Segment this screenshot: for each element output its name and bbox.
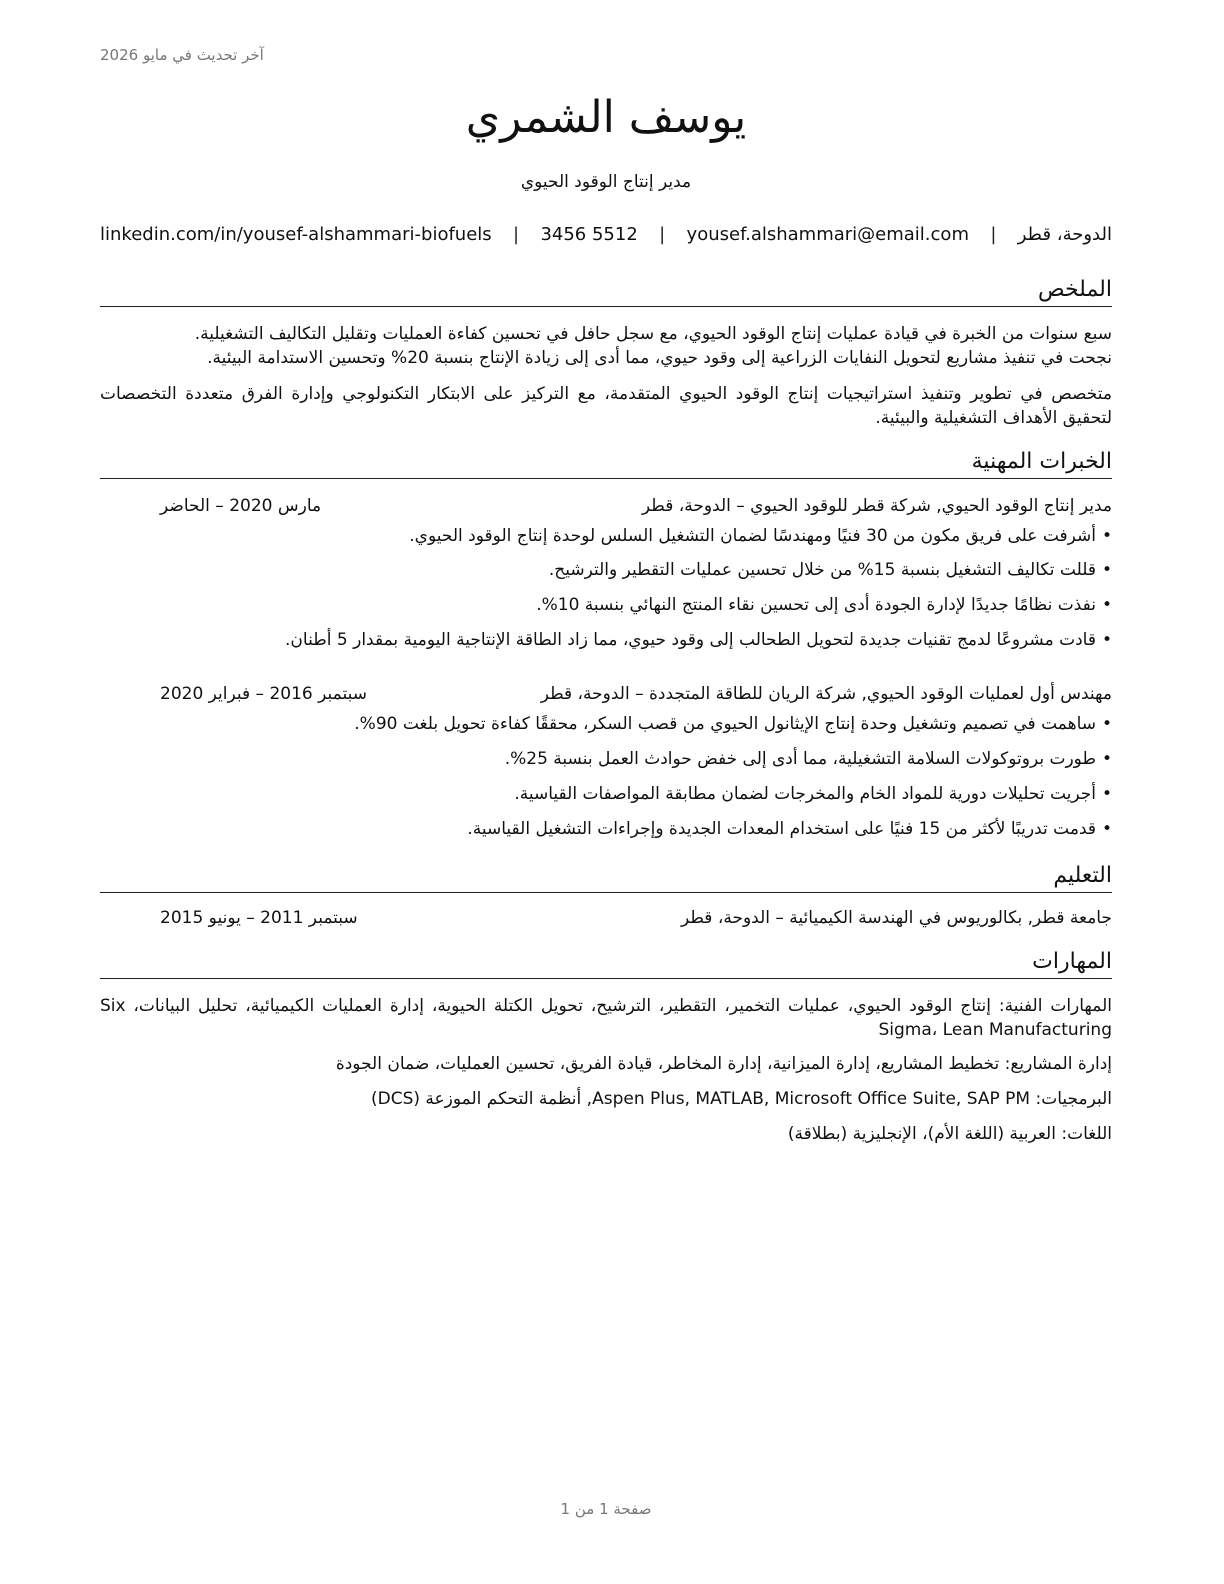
contact-separator: | (513, 224, 520, 245)
education-entry (100, 906, 1112, 930)
job-bullet: •أجريت تحليلات دورية للمواد الخام والمخرجات لضمان مطابقة المواصفات القياسية. (514, 784, 1112, 804)
summary-paragraph-2: متخصص في تطوير وتنفيذ استراتيجيات إنتاج الوقود الحيوي المتقدمة، مع التركيز على الابتكار التكنولوجي وإدارة الفرق متعددة التخصصات لتحقيق الأهداف التشغيلية والبيئية. (100, 384, 1112, 428)
page-number: صفحة 1 من 1 (560, 1500, 652, 1518)
job-role: مدير إنتاج الوقود الحيوي, شركة قطر للوقود الحيوي – الدوحة، قطر (641, 496, 1112, 516)
contact-line (100, 224, 1112, 245)
skills-technical: المهارات الفنية: إنتاج الوقود الحيوي، عمليات التخمير، التقطير، الترشيح، تحويل الكتلة الحيوية، إدارة العمليات الكيميائية، تحليل البيانات، Six Sigma، Lean Manufacturing (100, 996, 1112, 1040)
job-bullet: •ساهمت في تصميم وتشغيل وحدة إنتاج الإيثانول الحيوي من قصب السكر، محققًا كفاءة تحويل بلغت 90%. (354, 714, 1112, 734)
experience-heading: الخبرات المهنية (100, 448, 1112, 479)
contact-separator: | (990, 224, 997, 245)
skills-management: إدارة المشاريع: تخطيط المشاريع، إدارة الميزانية، إدارة المخاطر، قيادة الفريق، تحسين العمليات، ضمان الجودة (335, 1054, 1112, 1074)
resume-page (100, 0, 1112, 1584)
skills-software: البرمجيات: Aspen Plus, MATLAB, Microsoft Office Suite, SAP PM, أنظمة التحكم الموزعة (DCS) (370, 1089, 1112, 1109)
contact-phone: 3456 5512 (540, 224, 638, 245)
candidate-name: يوسف الشمري (465, 92, 747, 143)
skills-languages: اللغات: العربية (اللغة الأم)، الإنجليزية (بطلاقة) (787, 1124, 1112, 1144)
education-dates: سبتمبر 2011 – يونيو 2015 (160, 908, 358, 928)
education-heading: التعليم (100, 862, 1112, 893)
contact-separator: | (659, 224, 666, 245)
job-dates: سبتمبر 2016 – فبراير 2020 (160, 684, 367, 704)
summary-line-2: نجحت في تنفيذ مشاريع لتحويل النفايات الزراعية إلى وقود حيوي، مما أدى إلى زيادة الإنتاج بنسبة 20% وتحسين الاستدامة البيئية. (207, 348, 1112, 368)
contact-email[interactable]: yousef.alshammari@email.com (686, 224, 969, 245)
job-bullet: •نفذت نظامًا جديدًا لإدارة الجودة أدى إلى تحسين نقاء المنتج النهائي بنسبة 10%. (536, 595, 1112, 615)
summary-heading: الملخص (100, 276, 1112, 307)
job-bullet: •طورت بروتوكولات السلامة التشغيلية، مما أدى إلى خفض حوادث العمل بنسبة 25%. (504, 749, 1112, 769)
job-header (100, 494, 1112, 518)
candidate-title: مدير إنتاج الوقود الحيوي (520, 172, 692, 192)
job-dates: مارس 2020 – الحاضر (160, 496, 322, 516)
contact-location: الدوحة، قطر (1017, 224, 1112, 245)
job-bullet: •قادت مشروعًا لدمج تقنيات جديدة لتحويل الطحالب إلى وقود حيوي، مما زاد الطاقة الإنتاجية اليومية بمقدار 5 أطنان. (285, 630, 1112, 650)
job-bullet: •أشرفت على فريق مكون من 30 فنيًا ومهندسًا لضمان التشغيل السلس لوحدة إنتاج الوقود الحيوي. (409, 526, 1112, 546)
job-bullet: •قللت تكاليف التشغيل بنسبة 15% من خلال تحسين عمليات التقطير والترشيح. (548, 560, 1112, 580)
education-degree: جامعة قطر, بكالوريوس في الهندسة الكيميائية – الدوحة، قطر (680, 908, 1112, 928)
last-updated: آخر تحديث في مايو 2026 (100, 46, 264, 64)
job-role: مهندس أول لعمليات الوقود الحيوي, شركة الريان للطاقة المتجددة – الدوحة، قطر (540, 684, 1112, 704)
job-bullet: •قدمت تدريبًا لأكثر من 15 فنيًا على استخدام المعدات الجديدة وإجراءات التشغيل القياسية. (467, 819, 1112, 839)
skills-heading: المهارات (100, 948, 1112, 979)
summary-line-1: سبع سنوات من الخبرة في قيادة عمليات إنتاج الوقود الحيوي، مع سجل حافل في تحسين كفاءة العمليات وتقليل التكاليف التشغيلية. (194, 324, 1112, 344)
job-header (100, 682, 1112, 706)
contact-linkedin[interactable]: linkedin.com/in/yousef-alshammari-biofuels (100, 224, 492, 245)
